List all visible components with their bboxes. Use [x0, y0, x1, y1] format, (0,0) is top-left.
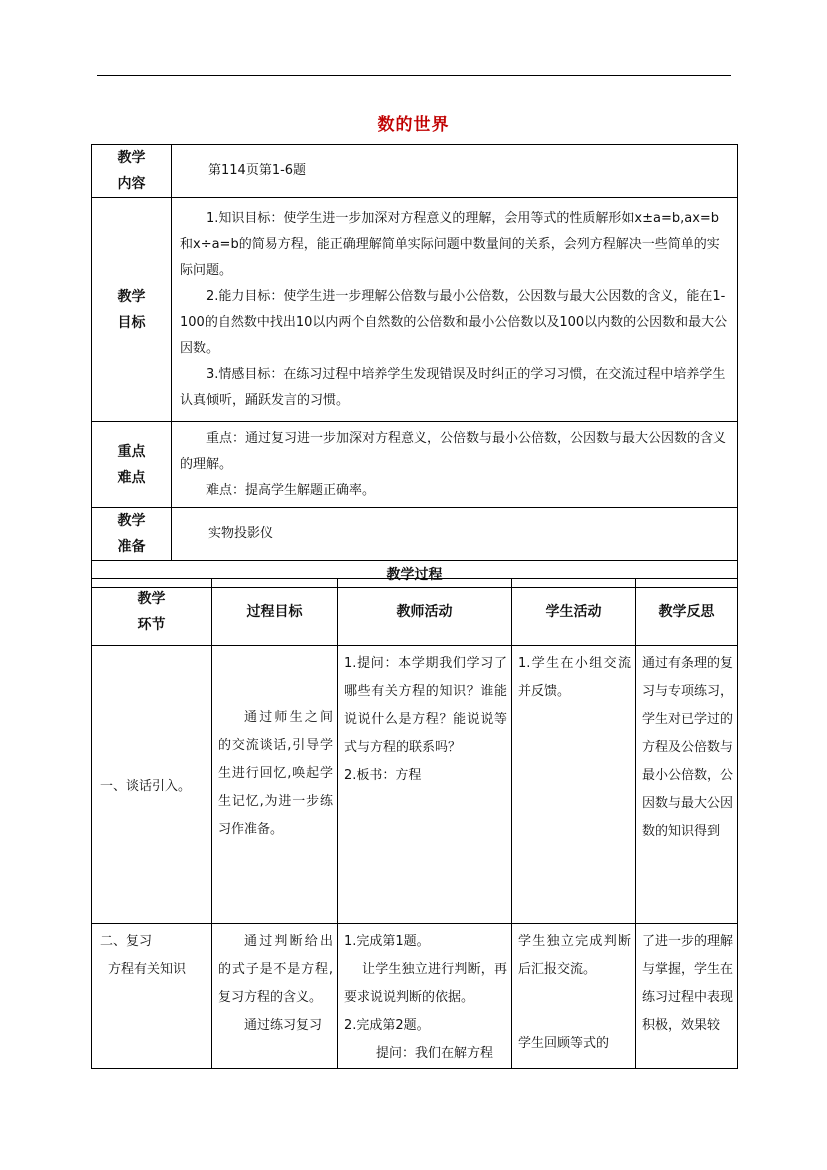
reflection-review: 了进一步的理解与掌握，学生在练习过程中表现积极，效果较	[636, 924, 738, 1069]
objectives-label: 教学 目标	[92, 198, 172, 422]
objective-knowledge: 1.知识目标：使学生进一步加深对方程意义的理解，会用等式的性质解形如x±a=b,ax=b和x÷a=b的简易方程，能正确理解简单实际问题中数量间的关系，会列方程解决一些简单的实际问题。	[180, 210, 720, 278]
teacher-review: 1.完成第1题。 让学生独立进行判断，再要求说说判断的依据。 2.完成第2题。 提问：我们在解方程	[338, 924, 512, 1069]
header-stage: 教学 环节	[92, 579, 212, 646]
reflection-intro: 通过有条理的复习与专项练习，学生对已学过的方程及公倍数与最小公倍数，公因数与最大公因数的知识得到	[636, 646, 738, 924]
content-label: 教学 内容	[92, 145, 172, 198]
document-title: 数的世界	[377, 115, 450, 135]
student-intro: 1.学生在小组交流并反馈。	[512, 646, 636, 924]
prep-row	[92, 508, 738, 561]
header-rule	[97, 75, 731, 76]
content-row	[92, 145, 738, 198]
header-reflection: 教学反思	[636, 579, 738, 646]
key-point: 重点：通过复习进一步加深对方程意义，公倍数与最小公倍数，公因数与最大公因数的含义的理解。	[180, 430, 727, 472]
process-row-intro	[92, 646, 738, 924]
header-teacher: 教师活动	[338, 579, 512, 646]
teacher-intro: 1.提问：本学期我们学习了哪些有关方程的知识？谁能说说什么是方程？能说说等式与方程的联系吗？ 2.板书：方程	[338, 646, 512, 924]
objective-emotion: 3.情感目标：在练习过程中培养学生发现错误及时纠正的学习习惯，在交流过程中培养学生认真倾听，踊跃发言的习惯。	[180, 366, 726, 408]
prep-value: 实物投影仪	[172, 508, 738, 561]
prep-label: 教学 准备	[92, 508, 172, 561]
keypoints-text	[172, 422, 738, 508]
process-heading: 教学过程	[92, 561, 738, 588]
objectives-row	[92, 198, 738, 422]
stage-review: 二、复习 方程有关知识	[92, 924, 212, 1069]
process-row-review	[92, 924, 738, 1069]
lesson-info-table	[91, 144, 738, 588]
header-goal: 过程目标	[212, 579, 338, 646]
keypoints-label: 重点 难点	[92, 422, 172, 508]
content-value: 第114页第1-6题	[172, 145, 738, 198]
process-header-row	[92, 579, 738, 646]
process-table	[91, 578, 738, 1069]
difficulty-point: 难点：提高学生解题正确率。	[206, 482, 376, 498]
keypoints-row	[92, 422, 738, 508]
objective-ability: 2.能力目标：使学生进一步理解公倍数与最小公倍数，公因数与最大公因数的含义，能在1-100的自然数中找出10以内两个自然数的公倍数和最小公倍数以及100以内数的公因数和最大公因数。	[180, 288, 728, 356]
goal-review: 通过判断给出的式子是不是方程,复习方程的含义。 通过练习复习	[212, 924, 338, 1069]
stage-intro: 一、谈话引入。	[92, 646, 212, 924]
goal-intro: 通过师生之间的交流谈话,引导学生进行回忆,唤起学生记忆,为进一步练习作准备。	[212, 646, 338, 924]
objectives-list	[172, 198, 738, 422]
student-review: 学生独立完成判断后汇报交流。 学生回顾等式的	[512, 924, 636, 1069]
header-student: 学生活动	[512, 579, 636, 646]
